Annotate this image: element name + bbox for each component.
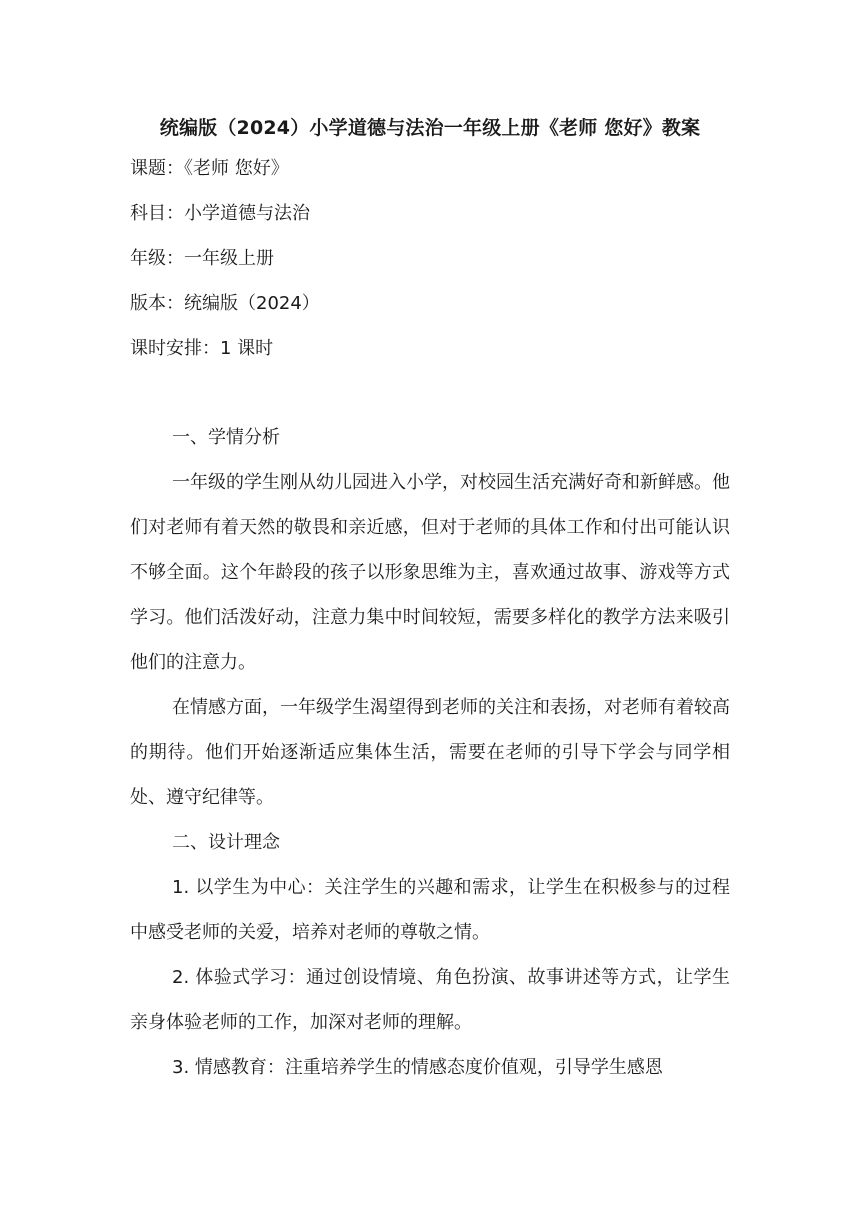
paragraph: 3. 情感教育：注重培养学生的情感态度价值观，引导学生感恩	[172, 1057, 663, 1078]
paragraph: 1. 以学生为中心：关注学生的兴趣和需求，让学生在积极参与的过程中感受老师的关爱，培养对老师的尊敬之情。	[130, 877, 730, 943]
meta-topic: 课题：《老师 您好》	[130, 158, 289, 179]
meta-subject: 科目：小学道德与法治	[130, 203, 310, 224]
meta-edition: 版本：统编版（2024）	[130, 293, 320, 314]
section-heading-design-concept: 二、设计理念	[172, 832, 280, 853]
document-body	[130, 110, 730, 1090]
paragraph: 2. 体验式学习：通过创设情境、角色扮演、故事讲述等方式，让学生亲身体验老师的工作，加深对老师的理解。	[130, 967, 730, 1033]
blank-line	[130, 371, 730, 415]
paragraph: 一年级的学生刚从幼儿园进入小学，对校园生活充满好奇和新鲜感。他们对老师有着天然的敬畏和亲近感，但对于老师的具体工作和付出可能认识不够全面。这个年龄段的孩子以形象思维为主，喜欢通过故事、游戏等方式学习。他们活泼好动，注意力集中时间较短，需要多样化的教学方法来吸引他们的注意力。	[130, 472, 730, 673]
document-title: 统编版（2024）小学道德与法治一年级上册《老师 您好》教案	[159, 117, 701, 139]
section-heading-student-analysis: 一、学情分析	[172, 427, 280, 448]
paragraph: 在情感方面，一年级学生渴望得到老师的关注和表扬，对老师有着较高的期待。他们开始逐渐适应集体生活，需要在老师的引导下学会与同学相处、遵守纪律等。	[130, 697, 730, 808]
meta-grade: 年级：一年级上册	[130, 248, 274, 269]
meta-lesson-hours: 课时安排：1 课时	[130, 338, 274, 359]
